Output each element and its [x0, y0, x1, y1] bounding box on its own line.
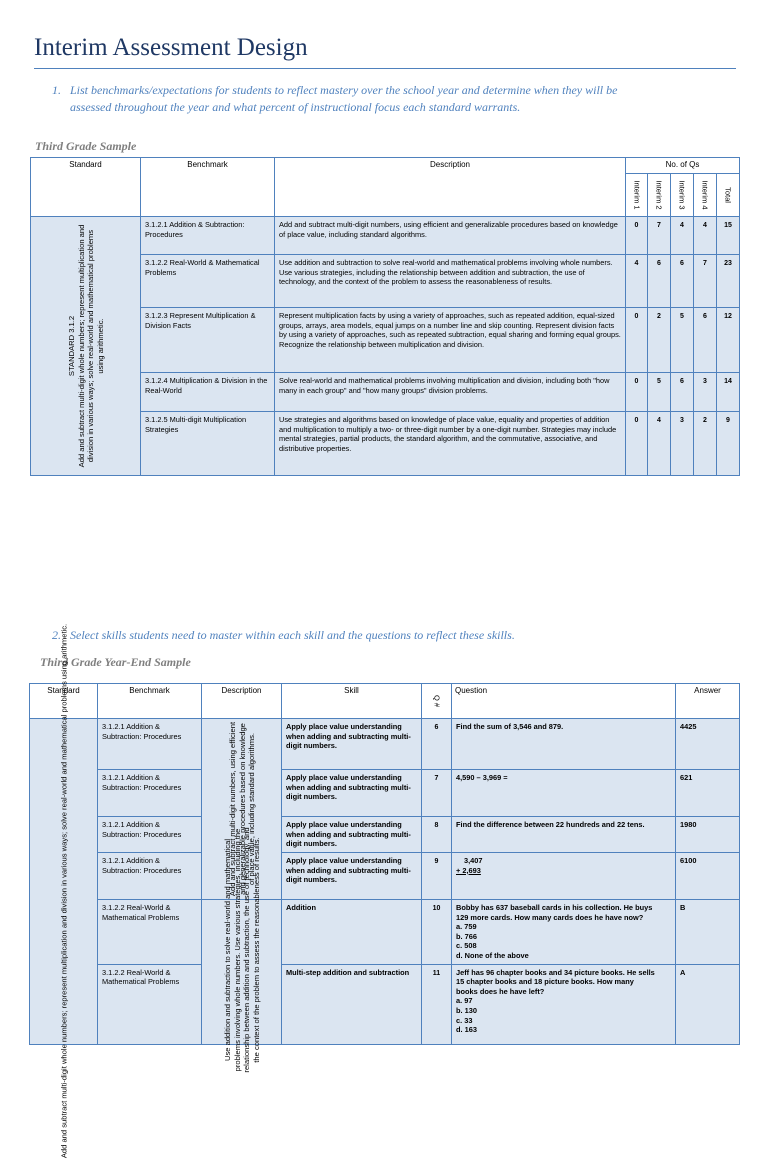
- interim-3-count: 5: [671, 308, 694, 373]
- question-option: c. 508: [456, 941, 477, 951]
- interim-2-count: 7: [648, 217, 671, 255]
- question-line: books does he have left?: [456, 986, 545, 996]
- question-option: a. 97: [456, 996, 473, 1006]
- question-line: 3,407: [464, 855, 483, 865]
- interim-1-count: 0: [626, 308, 648, 373]
- question-number: 11: [422, 964, 452, 1044]
- interim-4-count: 7: [694, 255, 717, 308]
- instruction-1-number: 1.: [52, 83, 61, 97]
- answer-cell: 621: [676, 770, 740, 817]
- title-divider: [34, 68, 736, 69]
- question-line: 129 more cards. How many cards does he have now?: [456, 912, 644, 922]
- interim-1-count: 4: [626, 255, 648, 308]
- answer-cell: B: [676, 900, 740, 965]
- interim-4-count: 6: [694, 308, 717, 373]
- header-question: Question: [452, 684, 676, 719]
- description-cell: Add and subtract multi-digit numbers, using efficient and generalizable procedures based on knowledge of place value, including standard algorithms.: [275, 217, 626, 255]
- benchmark-cell: 3.1.2.1 Addition & Subtraction: Procedures: [141, 217, 275, 255]
- question-line: 15 chapter books and 18 picture books. How many: [456, 977, 634, 987]
- header-interim-4: Interim 4: [694, 174, 717, 217]
- header-standard: Standard: [31, 158, 141, 217]
- skill-cell: Addition: [282, 900, 422, 965]
- header-skill: Skill: [282, 684, 422, 719]
- answer-cell: 4425: [676, 719, 740, 770]
- header-description: Description: [275, 158, 626, 217]
- table-row: [30, 900, 740, 965]
- header-question-number: Q #: [422, 684, 452, 719]
- table-row: [30, 964, 740, 1044]
- question-line: + 2,693: [456, 865, 481, 875]
- total-count: 23: [717, 255, 740, 308]
- table-row: [30, 770, 740, 817]
- section-heading-third-grade-sample: Third Grade Sample: [35, 139, 137, 153]
- table-row: [30, 719, 740, 770]
- benchmark-cell: 3.1.2.1 Addition & Subtraction: Procedures: [98, 770, 202, 817]
- header-interim-3: Interim 3: [671, 174, 694, 217]
- header-answer: Answer: [676, 684, 740, 719]
- question-option: d. None of the above: [456, 950, 529, 960]
- header-description: Description: [202, 684, 282, 719]
- section-heading-third-grade-year-end-sample: Third Grade Year-End Sample: [40, 655, 191, 669]
- interim-1-count: 0: [626, 373, 648, 412]
- table-row: [30, 852, 740, 899]
- skill-cell: Apply place value understanding when adding and subtracting multi-digit numbers.: [282, 770, 422, 817]
- interim-4-count: 4: [694, 217, 717, 255]
- benchmark-cell: 3.1.2.3 Represent Multiplication & Division Facts: [141, 308, 275, 373]
- benchmark-table: [30, 157, 740, 476]
- interim-3-count: 4: [671, 217, 694, 255]
- answer-cell: 6100: [676, 852, 740, 899]
- header-interim-2: Interim 2: [648, 174, 671, 217]
- benchmark-cell: 3.1.2.1 Addition & Subtraction: Procedures: [98, 817, 202, 853]
- interim-1-count: 0: [626, 412, 648, 476]
- interim-2-count: 4: [648, 412, 671, 476]
- header-total: Total: [717, 174, 740, 217]
- question-option: b. 130: [456, 1005, 477, 1015]
- interim-1-count: 0: [626, 217, 648, 255]
- benchmark-cell: 3.1.2.1 Addition & Subtraction: Procedures: [98, 719, 202, 770]
- description-cell: Use addition and subtraction to solve real-world and mathematical problems involving whole numbers. Use various strategies, including the relationship between addition and subtraction, the use of technology, and the context of the problem to assess the reasonableness of results.: [275, 255, 626, 308]
- interim-2-count: 2: [648, 308, 671, 373]
- question-cell: Find the sum of 3,546 and 879.: [452, 719, 676, 770]
- instruction-2: [52, 627, 742, 645]
- description-cell: Solve real-world and mathematical problems involving multiplication and division, including both "how many in each group" and "how many groups" division problems.: [275, 373, 626, 412]
- skill-cell: Apply place value understanding when adding and subtracting multi-digit numbers.: [282, 817, 422, 853]
- question-number: 6: [422, 719, 452, 770]
- benchmark-cell: 3.1.2.2 Real-World & Mathematical Problems: [98, 964, 202, 1044]
- skill-cell: Apply place value understanding when adding and subtracting multi-digit numbers.: [282, 852, 422, 899]
- description-cell-group-1: Add and subtract multi-digit numbers, using efficient and generalizable procedures based on knowledge of place value, including standard algorithms.: [202, 719, 282, 900]
- standard-cell: [31, 217, 141, 476]
- question-cell: [452, 900, 676, 965]
- interim-2-count: 5: [648, 373, 671, 412]
- question-line: Jeff has 96 chapter books and 34 picture books. He sells: [456, 967, 655, 977]
- question-number: 7: [422, 770, 452, 817]
- question-number: 8: [422, 817, 452, 853]
- header-standard: Standard: [30, 684, 98, 719]
- standard-text: Add and subtract multi-digit whole numbers; represent multiplication and division in various ways; solve real-world and mathematical problems using arithmetic.: [58, 623, 68, 1159]
- benchmark-cell: 3.1.2.1 Addition & Subtraction: Procedures: [98, 852, 202, 899]
- standard-label: STANDARD 3.1.2: [66, 315, 76, 377]
- question-option: b. 766: [456, 931, 477, 941]
- benchmark-cell: 3.1.2.5 Multi-digit Multiplication Strategies: [141, 412, 275, 476]
- question-option: a. 759: [456, 922, 477, 932]
- benchmark-cell: 3.1.2.4 Multiplication & Division in the Real-World: [141, 373, 275, 412]
- benchmark-cell: 3.1.2.2 Real-World & Mathematical Problems: [141, 255, 275, 308]
- table-row: [30, 817, 740, 853]
- question-cell: Find the difference between 22 hundreds and 22 tens.: [452, 817, 676, 853]
- total-count: 9: [717, 412, 740, 476]
- description-cell: Represent multiplication facts by using a variety of approaches, such as repeated addition, equal-sized groups, arrays, area models, equal jumps on a number line and skip counting. Represent division facts by using a variety of approaches, such as repeated subtraction, equal sharing and forming equal groups. Recognize the relationship between multiplication and division.: [275, 308, 626, 373]
- question-line: Bobby has 637 baseball cards in his collection. He buys: [456, 903, 653, 912]
- page-title: Interim Assessment Design: [34, 34, 308, 61]
- interim-4-count: 3: [694, 373, 717, 412]
- standard-text: Add and subtract multi-digit whole numbers; represent multiplication and division in various ways; solve real-world and mathematical problems using arithmetic.: [76, 224, 104, 468]
- header-benchmark: Benchmark: [141, 158, 275, 217]
- question-cell: [452, 964, 676, 1044]
- instruction-1: [52, 82, 742, 118]
- answer-cell: A: [676, 964, 740, 1044]
- header-no-of-qs: No. of Qs: [626, 158, 740, 174]
- answer-cell: 1980: [676, 817, 740, 853]
- instruction-1-line-1: List benchmarks/expectations for students to reflect mastery over the school year and determine when they will be: [70, 83, 618, 97]
- question-number: 9: [422, 852, 452, 899]
- skill-cell: Multi-step addition and subtraction: [282, 964, 422, 1044]
- question-number: 10: [422, 900, 452, 965]
- interim-4-count: 2: [694, 412, 717, 476]
- instruction-2-text: Select skills students need to master within each skill and the questions to reflect these skills.: [70, 628, 515, 642]
- header-interim-1: Interim 1: [626, 174, 648, 217]
- question-option: d. 163: [456, 1025, 477, 1035]
- description-cell-group-2: Use addition and subtraction to solve real-world and mathematical problems involving whole numbers. Use various strategies, including the relationship between addition and subtraction, the use of technology, and the context of the problem to assess the reasonableness of results.: [202, 900, 282, 1045]
- instruction-2-number: 2.: [52, 628, 61, 642]
- description-cell: Use strategies and algorithms based on knowledge of place value, equality and properties of addition and multiplication to multiply a two- or three-digit number by a one-digit number. Strategies may include mental strategies, partial products, the standard algorithm, and the commutative, associative, and distributive properties.: [275, 412, 626, 476]
- question-option: c. 33: [456, 1015, 473, 1025]
- instruction-1-line-2: assessed throughout the year and what percent of instructional focus each standard warrants.: [70, 100, 521, 114]
- total-count: 14: [717, 373, 740, 412]
- header-benchmark: Benchmark: [98, 684, 202, 719]
- interim-3-count: 3: [671, 412, 694, 476]
- skill-cell: Apply place value understanding when adding and subtracting multi-digit numbers.: [282, 719, 422, 770]
- interim-2-count: 6: [648, 255, 671, 308]
- benchmark-cell: 3.1.2.2 Real-World & Mathematical Problems: [98, 900, 202, 965]
- table-row: [31, 217, 740, 255]
- interim-3-count: 6: [671, 255, 694, 308]
- total-count: 15: [717, 217, 740, 255]
- total-count: 12: [717, 308, 740, 373]
- question-cell: [452, 852, 676, 899]
- interim-3-count: 6: [671, 373, 694, 412]
- question-cell: 4,590 – 3,969 =: [452, 770, 676, 817]
